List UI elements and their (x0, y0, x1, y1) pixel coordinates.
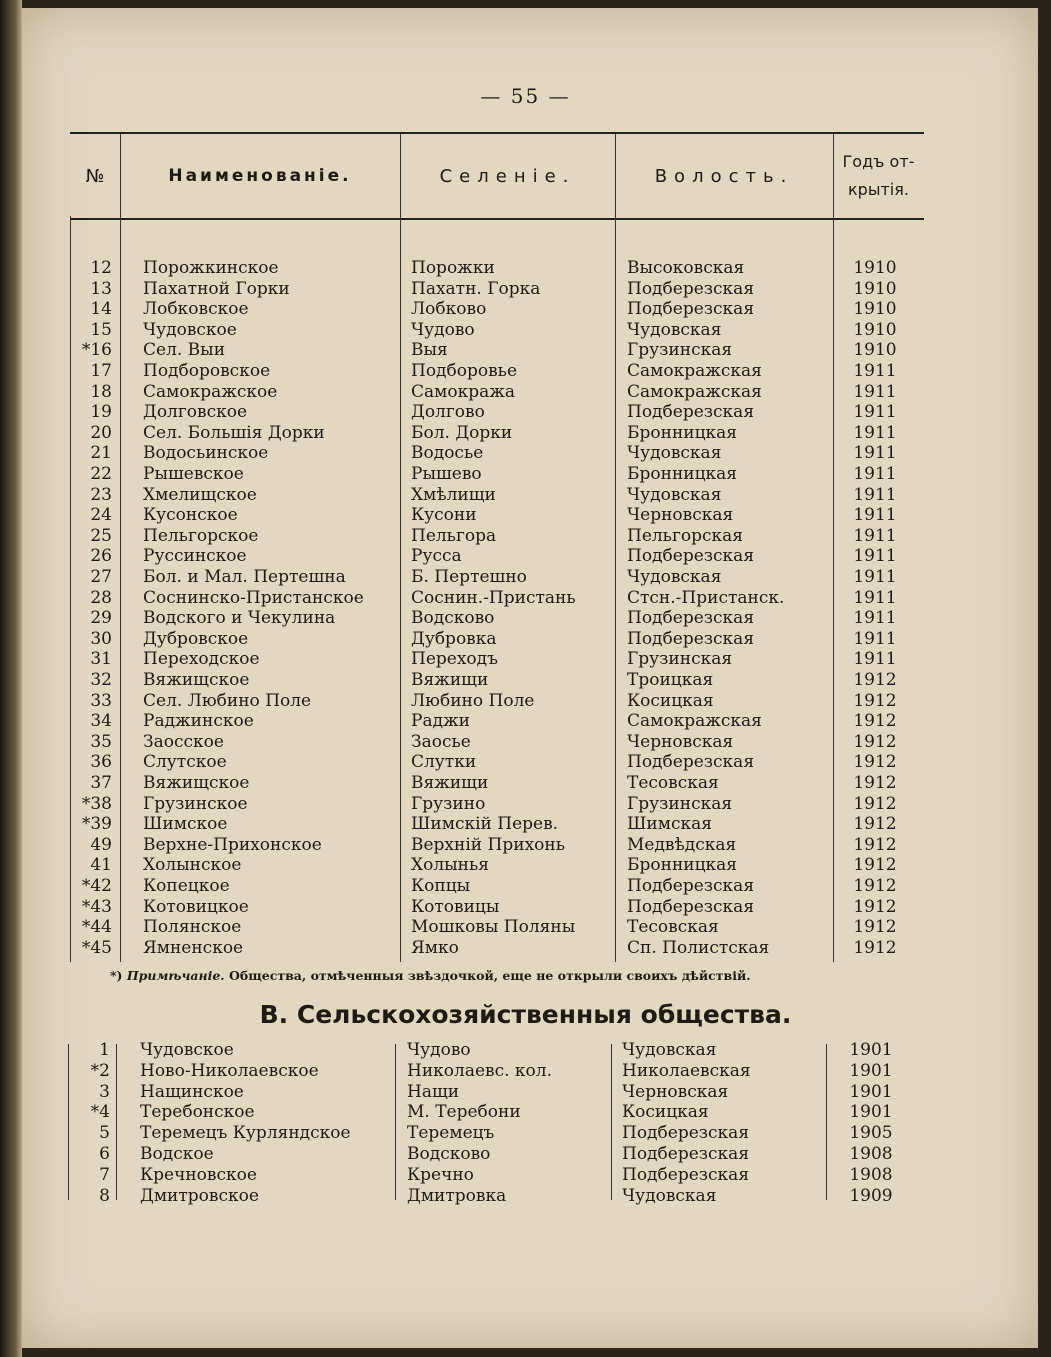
cell-name: Водского и Чекулина (143, 608, 336, 629)
cell-village: Водосье (411, 443, 484, 464)
cell-name: Чудовское (140, 1040, 234, 1060)
footnote-label: Примѣчаніе. (126, 968, 225, 983)
cell-village: Водсково (411, 608, 495, 629)
cell-number: 20 (90, 422, 112, 443)
footnote-text: Общества, отмѣченныя звѣздочкой, еще не открыли своихъ дѣйствій. (229, 968, 751, 983)
cell-name: Заосское (143, 731, 224, 752)
cell-year: 1912 (853, 731, 897, 752)
cell-village: Любино Поле (411, 690, 535, 711)
cell-year: 1912 (853, 937, 897, 958)
cell-year: 1911 (853, 402, 897, 423)
cell-name: Нащинское (140, 1081, 244, 1102)
cell-number: 5 (99, 1123, 110, 1144)
cell-volost: Медвѣдская (627, 834, 737, 855)
cell-year: 1911 (853, 381, 897, 402)
cell-name: Бол. и Мал. Пертешна (143, 567, 346, 587)
cell-village: Верхній Прихонь (411, 834, 565, 855)
cell-name: Копецкое (143, 876, 230, 896)
table-row (0, 752, 1051, 773)
cell-volost: Бронницкая (627, 855, 738, 876)
table-row (0, 443, 1051, 464)
cell-volost: Грузинская (627, 649, 733, 670)
cell-village: Нащи (407, 1081, 460, 1102)
cell-village: Русса (411, 546, 462, 567)
cell-volost: Тесовская (627, 773, 719, 793)
cell-village: Самокража (411, 381, 516, 402)
cell-name: Раджинское (143, 711, 254, 732)
cell-village: Вяжищи (411, 670, 489, 690)
cell-name: Рышевское (143, 464, 244, 484)
cell-year: 1912 (853, 896, 897, 917)
table-row (0, 485, 1051, 506)
cell-name: Пельгорское (143, 525, 259, 546)
cell-year: 1910 (853, 299, 897, 320)
cell-name: Пахатной Горки (143, 278, 290, 299)
cell-volost: Чудовская (627, 567, 722, 587)
cell-number: *38 (81, 793, 112, 814)
header-year (833, 134, 924, 218)
table-row (0, 794, 1051, 815)
cell-name: Лобковское (143, 299, 249, 320)
cell-village: Рышево (411, 464, 482, 484)
cell-volost: Черновская (622, 1081, 729, 1102)
cell-year: 1912 (853, 876, 897, 896)
cell-volost: Троицкая (627, 670, 714, 690)
table-row (0, 835, 1051, 856)
table-row (0, 546, 1051, 567)
cell-name: Переходское (143, 649, 260, 670)
cell-name: Ново-Николаевское (140, 1060, 319, 1081)
table-row (0, 1123, 1051, 1144)
cell-year: 1912 (853, 793, 897, 814)
table-row (0, 608, 1051, 629)
cell-year: 1905 (849, 1123, 893, 1144)
cell-number: 35 (90, 731, 112, 752)
cell-number: *42 (81, 876, 112, 896)
cell-volost: Подберезская (627, 608, 755, 629)
cell-volost: Подберезская (627, 896, 755, 917)
section-b-title: В. Сельскохозяйственныя общества. (259, 1000, 792, 1029)
header-village: Селеніе. (400, 134, 616, 218)
table-row (0, 1040, 1051, 1061)
cell-number: 3 (99, 1081, 110, 1102)
cell-year: 1908 (849, 1144, 893, 1164)
table-row (0, 917, 1051, 938)
cell-year: 1910 (853, 258, 897, 278)
cell-volost: Бронницкая (627, 464, 738, 484)
cell-volost: Подберезская (627, 876, 755, 896)
cell-name: Сел. Большія Дорки (143, 422, 325, 443)
cell-number: 15 (90, 319, 112, 340)
cell-number: 26 (90, 546, 112, 567)
cell-number: 28 (90, 587, 112, 608)
cell-year: 1912 (853, 834, 897, 855)
cell-volost: Косицкая (627, 690, 714, 711)
cell-name: Теремецъ Курляндское (140, 1123, 351, 1144)
cell-volost: Черновская (627, 505, 734, 526)
cell-year: 1911 (853, 484, 897, 505)
header-year-line1: Годъ от- (842, 152, 915, 171)
cell-volost: Подберезская (622, 1123, 750, 1144)
cell-number: 30 (90, 628, 112, 649)
table-row (0, 1102, 1051, 1123)
cell-year: 1911 (853, 361, 897, 381)
cell-village: Вяжищи (411, 773, 489, 793)
cell-year: 1911 (853, 443, 897, 464)
cell-number: 12 (90, 258, 112, 278)
header-year-line2: крытія. (848, 180, 909, 199)
cell-name: Ямненское (143, 937, 244, 958)
footnote-marker: *) (110, 968, 123, 983)
cell-volost: Подберезская (627, 278, 755, 299)
table-row (0, 897, 1051, 918)
cell-year: 1901 (849, 1060, 893, 1081)
cell-volost: Подберезская (627, 628, 755, 649)
cell-village: Переходъ (411, 649, 498, 670)
cell-year: 1908 (849, 1164, 893, 1185)
table-row (0, 340, 1051, 361)
cell-name: Слутское (143, 752, 227, 773)
cell-volost: Подберезская (627, 546, 755, 567)
cell-volost: Чудовская (622, 1185, 717, 1206)
cell-village: Выя (411, 340, 448, 361)
cell-village: Водсково (407, 1144, 491, 1164)
table-row (0, 258, 1051, 279)
table-row (0, 505, 1051, 526)
cell-village: Ямко (411, 937, 459, 958)
cell-number: *16 (81, 340, 112, 361)
table-row (0, 526, 1051, 547)
footnote (110, 968, 751, 983)
cell-number: *4 (90, 1102, 110, 1123)
cell-village: Заосье (411, 731, 471, 752)
cell-volost: Шимская (627, 814, 712, 835)
cell-village: Чудово (407, 1040, 471, 1060)
cell-village: Мошковы Поляны (411, 917, 576, 938)
cell-name: Дубровское (143, 628, 249, 649)
cell-volost: Подберезская (622, 1144, 750, 1164)
cell-name: Теребонское (140, 1102, 255, 1123)
cell-year: 1912 (853, 752, 897, 773)
cell-year: 1911 (853, 608, 897, 629)
cell-volost: Чудовская (627, 319, 722, 340)
cell-village: Холынья (411, 855, 489, 876)
table-row (0, 588, 1051, 609)
cell-number: 7 (99, 1164, 110, 1185)
table-row (0, 279, 1051, 300)
cell-number: 33 (90, 690, 112, 711)
cell-number: 14 (90, 299, 112, 320)
cell-volost: Бронницкая (627, 422, 738, 443)
cell-village: Подборовье (411, 361, 518, 381)
cell-village: Пахатн. Горка (411, 278, 541, 299)
table-row (0, 1186, 1051, 1207)
cell-name: Вяжищское (143, 773, 250, 793)
cell-number: 23 (90, 484, 112, 505)
table-row (0, 320, 1051, 341)
cell-number: 24 (90, 505, 112, 526)
cell-year: 1911 (853, 525, 897, 546)
cell-number: 36 (90, 752, 112, 773)
table-row (0, 567, 1051, 588)
cell-year: 1910 (853, 340, 897, 361)
cell-number: 49 (90, 834, 112, 855)
table-row (0, 691, 1051, 712)
cell-name: Сел. Выи (143, 340, 226, 361)
cell-name: Соснинско-Пристанское (143, 587, 364, 608)
cell-year: 1912 (853, 814, 897, 835)
cell-village: Котовицы (411, 896, 500, 917)
table-row (0, 649, 1051, 670)
cell-number: 32 (90, 670, 112, 690)
page-number: — 55 — (480, 84, 571, 108)
cell-number: 29 (90, 608, 112, 629)
cell-village: Б. Пертешно (411, 567, 527, 587)
cell-volost: Пельгорская (627, 525, 743, 546)
table-row (0, 814, 1051, 835)
cell-number: *45 (81, 937, 112, 958)
cell-village: Бол. Дорки (411, 422, 513, 443)
cell-village: Соснин.-Пристань (411, 587, 576, 608)
cell-number: 19 (90, 402, 112, 423)
cell-volost: Чудовская (622, 1040, 717, 1060)
cell-number: *43 (81, 896, 112, 917)
cell-volost: Подберезская (627, 402, 755, 423)
cell-name: Руссинское (143, 546, 247, 567)
cell-name: Водское (140, 1144, 214, 1164)
table-row (0, 1061, 1051, 1082)
cell-name: Котовицкое (143, 896, 249, 917)
cell-number: 6 (99, 1144, 110, 1164)
cell-name: Порожкинское (143, 258, 279, 278)
cell-volost: Тесовская (627, 917, 719, 938)
cell-village: Раджи (411, 711, 471, 732)
table-row (0, 1082, 1051, 1103)
cell-volost: Подберезская (627, 299, 755, 320)
cell-name: Верхне-Прихонское (143, 834, 322, 855)
cell-volost: Самокражская (627, 711, 762, 732)
cell-name: Сел. Любино Поле (143, 690, 312, 711)
cell-year: 1911 (853, 505, 897, 526)
cell-volost: Стсн.-Пристанск. (627, 587, 785, 608)
cell-village: Дубровка (411, 628, 497, 649)
table-row (0, 299, 1051, 320)
table-row (0, 670, 1051, 691)
cell-number: 41 (90, 855, 112, 876)
cell-year: 1901 (849, 1081, 893, 1102)
cell-number: 27 (90, 567, 112, 587)
cell-number: 8 (99, 1185, 110, 1206)
cell-village: Теремецъ (407, 1123, 495, 1144)
cell-number: 18 (90, 381, 112, 402)
cell-name: Холынское (143, 855, 242, 876)
cell-name: Чудовское (143, 319, 237, 340)
cell-volost: Сп. Полистская (627, 937, 770, 958)
cell-number: *39 (81, 814, 112, 835)
table-row (0, 423, 1051, 444)
table-row (0, 876, 1051, 897)
cell-village: Кречно (407, 1164, 474, 1185)
cell-year: 1910 (853, 278, 897, 299)
cell-village: Хмѣлищи (411, 484, 496, 505)
cell-name: Долговское (143, 402, 248, 423)
cell-name: Подборовское (143, 361, 271, 381)
cell-year: 1911 (853, 649, 897, 670)
cell-volost: Грузинская (627, 340, 733, 361)
cell-year: 1901 (849, 1102, 893, 1123)
cell-volost: Подберезская (622, 1164, 750, 1185)
cell-year: 1911 (853, 546, 897, 567)
cell-village: Пельгора (411, 525, 497, 546)
cell-village: Николаевс. кол. (407, 1060, 552, 1081)
table-row (0, 464, 1051, 485)
cell-village: Порожки (411, 258, 495, 278)
cell-volost: Самокражская (627, 361, 762, 381)
cell-name: Вяжищское (143, 670, 250, 690)
cell-year: 1911 (853, 567, 897, 587)
table-row (0, 711, 1051, 732)
cell-number: 37 (90, 773, 112, 793)
cell-name: Полянское (143, 917, 242, 938)
cell-number: *44 (81, 917, 112, 938)
cell-name: Дмитровское (140, 1185, 259, 1206)
cell-name: Водосьинское (143, 443, 269, 464)
cell-year: 1911 (853, 587, 897, 608)
table-row (0, 1144, 1051, 1165)
table-row (0, 629, 1051, 650)
cell-volost: Косицкая (622, 1102, 709, 1123)
cell-volost: Подберезская (627, 752, 755, 773)
cell-year: 1912 (853, 917, 897, 938)
cell-number: 25 (90, 525, 112, 546)
cell-year: 1901 (849, 1040, 893, 1060)
header-name: Наименованіе. (120, 134, 401, 218)
cell-year: 1910 (853, 319, 897, 340)
table-row (0, 773, 1051, 794)
cell-village: Грузино (411, 793, 486, 814)
table-row (0, 402, 1051, 423)
cell-village: Лобково (411, 299, 487, 320)
cell-year: 1912 (853, 773, 897, 793)
cell-year: 1912 (853, 711, 897, 732)
table-row (0, 1165, 1051, 1186)
table-row (0, 732, 1051, 753)
cell-volost: Николаевская (622, 1060, 751, 1081)
cell-number: 1 (99, 1040, 110, 1060)
cell-volost: Черновская (627, 731, 734, 752)
cell-name: Хмелищское (143, 484, 257, 505)
cell-number: 34 (90, 711, 112, 732)
cell-number: 13 (90, 278, 112, 299)
cell-year: 1909 (849, 1185, 893, 1206)
header-number: № (70, 134, 121, 218)
cell-number: 21 (90, 443, 112, 464)
cell-volost: Чудовская (627, 484, 722, 505)
cell-volost: Чудовская (627, 443, 722, 464)
cell-name: Кусонское (143, 505, 238, 526)
cell-village: Копцы (411, 876, 471, 896)
table-row (0, 938, 1051, 959)
cell-year: 1911 (853, 628, 897, 649)
table-row (0, 382, 1051, 403)
cell-number: *2 (90, 1060, 110, 1081)
cell-name: Шимское (143, 814, 228, 835)
cell-village: Чудово (411, 319, 475, 340)
cell-volost: Самокражская (627, 381, 762, 402)
cell-year: 1912 (853, 670, 897, 690)
cell-number: 22 (90, 464, 112, 484)
cell-village: М. Теребони (407, 1102, 521, 1123)
cell-village: Слутки (411, 752, 477, 773)
cell-name: Грузинское (143, 793, 248, 814)
cell-village: Кусони (411, 505, 477, 526)
cell-year: 1911 (853, 464, 897, 484)
header-volost: Волость. (615, 134, 834, 218)
cell-year: 1912 (853, 855, 897, 876)
cell-volost: Высоковская (627, 258, 745, 278)
cell-number: 17 (90, 361, 112, 381)
cell-year: 1911 (853, 422, 897, 443)
cell-year: 1912 (853, 690, 897, 711)
cell-village: Дмитровка (407, 1185, 507, 1206)
cell-volost: Грузинская (627, 793, 733, 814)
cell-village: Долгово (411, 402, 485, 423)
cell-name: Самокражское (143, 381, 278, 402)
table-row (0, 855, 1051, 876)
cell-village: Шимскій Перев. (411, 814, 559, 835)
cell-name: Кречновское (140, 1164, 257, 1185)
cell-number: 31 (90, 649, 112, 670)
table-row (0, 361, 1051, 382)
table-header (70, 132, 924, 220)
